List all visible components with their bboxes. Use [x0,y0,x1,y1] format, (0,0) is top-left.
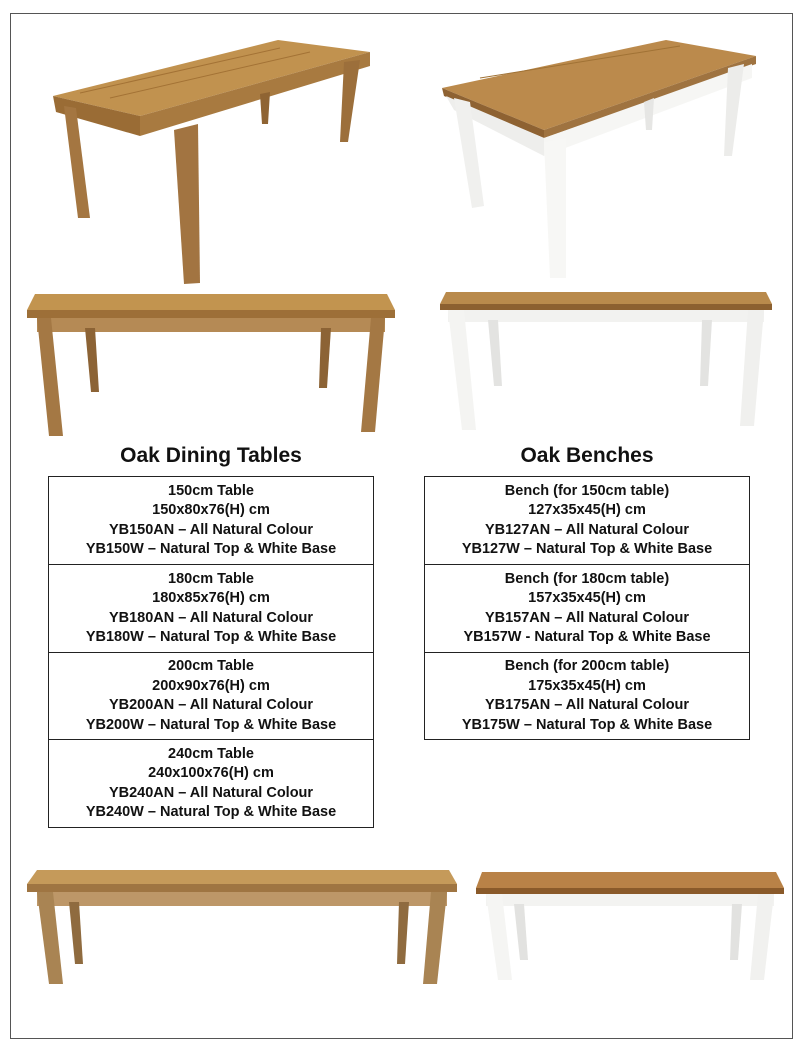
table-spec-240 [48,739,374,828]
spec-name: 200cm Table [168,658,254,674]
spec-white-code: YB150W – Natural Top & White Base [85,541,337,557]
spec-natural-code: YB127AN – All Natural Colour [484,521,690,538]
spec-white-code: YB127W – Natural Top & White Base [461,541,713,557]
spec-white-code: YB200W – Natural Top & White Base [85,716,337,733]
spec-name: 150cm Table [168,482,254,499]
benches-heading: Oak Benches [520,444,654,467]
spec-name: Bench (for 180cm table) [504,570,670,587]
photo-white-table-side [438,290,774,432]
table-spec-200 [48,652,374,740]
spec-natural-code: YB150AN – All Natural Colour [108,521,314,538]
spec-size: 150x80x76(H) cm [152,502,270,518]
spec-name: 240cm Table [168,745,254,762]
spec-name: 180cm Table [168,570,254,587]
bench-spec-127 [424,476,750,565]
spec-size: 240x100x76(H) cm [148,765,274,781]
photo-white-bench [474,870,786,982]
photo-white-table-angle [440,38,758,283]
spec-natural-code: YB157AN – All Natural Colour [484,609,690,626]
spec-size: 175x35x45(H) cm [528,677,646,694]
spec-white-code: YB240W – Natural Top & White Base [85,804,337,820]
spec-white-code: YB157W - Natural Top & White Base [463,629,711,645]
photo-natural-table-angle [50,38,372,288]
spec-natural-code: YB240AN – All Natural Colour [108,784,314,801]
spec-white-code: YB175W – Natural Top & White Base [461,716,713,733]
table-spec-180 [48,564,374,653]
spec-natural-code: YB180AN – All Natural Colour [108,609,314,626]
spec-name: Bench (for 150cm table) [504,482,670,499]
spec-size: 157x35x45(H) cm [528,590,646,606]
spec-name: Bench (for 200cm table) [504,658,670,674]
bench-spec-157 [424,564,750,653]
photo-natural-bench [25,868,459,988]
spec-natural-code: YB200AN – All Natural Colour [108,697,314,713]
tables-heading: Oak Dining Tables [120,444,302,467]
spec-size: 180x85x76(H) cm [152,590,270,606]
spec-white-code: YB180W – Natural Top & White Base [85,629,337,645]
spec-natural-code: YB175AN – All Natural Colour [484,697,690,713]
bench-spec-175 [424,652,750,740]
photo-natural-table-side [25,292,397,440]
spec-size: 127x35x45(H) cm [528,502,646,518]
spec-size: 200x90x76(H) cm [152,677,270,694]
table-spec-150 [48,476,374,565]
